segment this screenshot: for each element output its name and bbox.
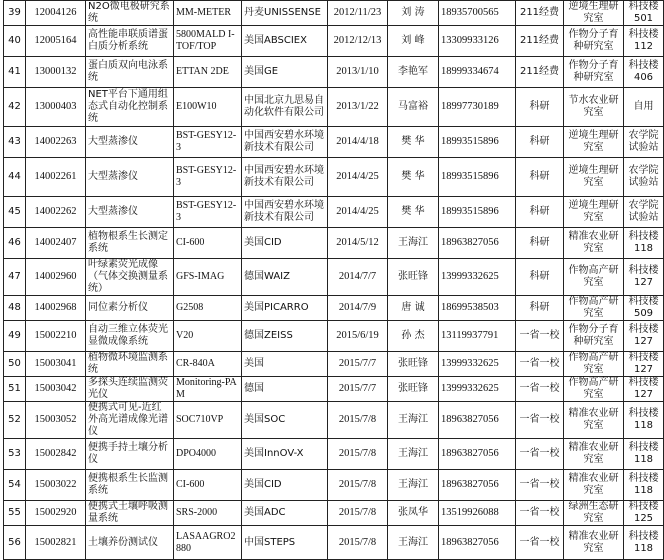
table-row bbox=[4, 197, 664, 228]
cell-fund: 211经费 bbox=[516, 26, 564, 57]
cell-no: 51 bbox=[4, 377, 26, 402]
cell-date: 2015/7/8 bbox=[328, 470, 388, 501]
cell-room: 精准农业研究室 bbox=[564, 526, 624, 560]
cell-loc: 农学院试验站 bbox=[624, 197, 664, 228]
table-row bbox=[4, 377, 664, 402]
cell-no: 49 bbox=[4, 321, 26, 352]
cell-no: 54 bbox=[4, 470, 26, 501]
cell-fund: 211经费 bbox=[516, 57, 564, 88]
cell-id: 13000132 bbox=[26, 57, 86, 88]
cell-date: 2013/1/22 bbox=[328, 88, 388, 127]
cell-loc: 科技楼118 bbox=[624, 470, 664, 501]
cell-maker: 美国 bbox=[242, 352, 328, 377]
table-row bbox=[4, 501, 664, 526]
cell-id: 15003052 bbox=[26, 402, 86, 439]
cell-maker: 中国西安碧水环境新技术有限公司 bbox=[242, 197, 328, 228]
cell-phone: 13999332625 bbox=[439, 259, 516, 296]
cell-fund: 一省一校 bbox=[516, 352, 564, 377]
cell-name: 蛋白质双向电泳系统 bbox=[86, 57, 174, 88]
cell-date: 2014/7/7 bbox=[328, 259, 388, 296]
table-row bbox=[4, 228, 664, 259]
cell-name: NET平台下通用组态式自动化控制系统 bbox=[86, 88, 174, 127]
cell-name: 大型蒸渗仪 bbox=[86, 158, 174, 197]
cell-model: BST-GESY12-3 bbox=[174, 158, 242, 197]
cell-name: 土壤养份测试仪 bbox=[86, 526, 174, 560]
cell-model: Monitoring-PAM bbox=[174, 377, 242, 402]
cell-maker: 中国西安碧水环境新技术有限公司 bbox=[242, 127, 328, 158]
cell-model: BST-GESY12-3 bbox=[174, 127, 242, 158]
cell-room: 作物高产研究室 bbox=[564, 377, 624, 402]
cell-id: 15003022 bbox=[26, 470, 86, 501]
cell-model: E100W10 bbox=[174, 88, 242, 127]
cell-loc: 科技楼127 bbox=[624, 259, 664, 296]
cell-room: 作物分子育种研究室 bbox=[564, 57, 624, 88]
cell-fund: 科研 bbox=[516, 197, 564, 228]
cell-phone: 18993515896 bbox=[439, 158, 516, 197]
cell-no: 50 bbox=[4, 352, 26, 377]
cell-fund: 一省一校 bbox=[516, 439, 564, 470]
cell-user: 王海江 bbox=[388, 439, 439, 470]
cell-date: 2015/7/8 bbox=[328, 501, 388, 526]
cell-model: LASAAGRO2880 bbox=[174, 526, 242, 560]
cell-fund: 一省一校 bbox=[516, 501, 564, 526]
cell-fund: 一省一校 bbox=[516, 377, 564, 402]
cell-no: 52 bbox=[4, 402, 26, 439]
cell-room: 作物高产研究室 bbox=[564, 259, 624, 296]
table-row bbox=[4, 158, 664, 197]
cell-id: 14002407 bbox=[26, 228, 86, 259]
cell-room: 逆境生理研究室 bbox=[564, 158, 624, 197]
cell-loc: 科技楼118 bbox=[624, 402, 664, 439]
cell-room: 作物高产研究室 bbox=[564, 352, 624, 377]
cell-name: 大型蒸渗仪 bbox=[86, 197, 174, 228]
cell-id: 15002821 bbox=[26, 526, 86, 560]
equipment-table bbox=[3, 0, 664, 560]
cell-user: 张旺锋 bbox=[388, 352, 439, 377]
cell-name: N2O微电极研究系统 bbox=[86, 1, 174, 26]
cell-date: 2014/4/25 bbox=[328, 197, 388, 228]
cell-model: V20 bbox=[174, 321, 242, 352]
cell-loc: 科技楼125 bbox=[624, 501, 664, 526]
cell-room: 绿洲生态研究室 bbox=[564, 501, 624, 526]
cell-loc: 科技楼118 bbox=[624, 439, 664, 470]
cell-id: 14002960 bbox=[26, 259, 86, 296]
table-row bbox=[4, 259, 664, 296]
cell-user: 王海江 bbox=[388, 402, 439, 439]
cell-id: 15002842 bbox=[26, 439, 86, 470]
cell-loc: 农学院试验站 bbox=[624, 127, 664, 158]
cell-model: DPO4000 bbox=[174, 439, 242, 470]
cell-fund: 科研 bbox=[516, 259, 564, 296]
cell-no: 56 bbox=[4, 526, 26, 560]
cell-user: 马富裕 bbox=[388, 88, 439, 127]
cell-phone: 18963827056 bbox=[439, 470, 516, 501]
cell-model: CI-600 bbox=[174, 228, 242, 259]
cell-date: 2014/5/12 bbox=[328, 228, 388, 259]
cell-model: MM-METER bbox=[174, 1, 242, 26]
cell-no: 55 bbox=[4, 501, 26, 526]
cell-loc: 科技楼112 bbox=[624, 26, 664, 57]
cell-phone: 18993515896 bbox=[439, 127, 516, 158]
cell-date: 2014/7/9 bbox=[328, 296, 388, 321]
cell-name: 便携式土壤呼吸测量系统 bbox=[86, 501, 174, 526]
cell-phone: 18997730189 bbox=[439, 88, 516, 127]
cell-id: 13000403 bbox=[26, 88, 86, 127]
cell-user: 王海江 bbox=[388, 228, 439, 259]
cell-user: 刘 涛 bbox=[388, 1, 439, 26]
cell-phone: 13999332625 bbox=[439, 352, 516, 377]
cell-user: 王海江 bbox=[388, 526, 439, 560]
cell-no: 41 bbox=[4, 57, 26, 88]
cell-no: 42 bbox=[4, 88, 26, 127]
cell-name: 多探头连续监测荧光仪 bbox=[86, 377, 174, 402]
table-row bbox=[4, 57, 664, 88]
cell-room: 精准农业研究室 bbox=[564, 228, 624, 259]
cell-user: 樊 华 bbox=[388, 158, 439, 197]
cell-phone: 13519926088 bbox=[439, 501, 516, 526]
cell-id: 12005164 bbox=[26, 26, 86, 57]
cell-name: 便携根系生长监测系统 bbox=[86, 470, 174, 501]
cell-maker: 美国GE bbox=[242, 57, 328, 88]
cell-loc: 科技楼118 bbox=[624, 526, 664, 560]
cell-model: SRS-2000 bbox=[174, 501, 242, 526]
table-row bbox=[4, 352, 664, 377]
cell-user: 刘 峰 bbox=[388, 26, 439, 57]
cell-maker: 美国ADC bbox=[242, 501, 328, 526]
cell-model: G2508 bbox=[174, 296, 242, 321]
cell-fund: 一省一校 bbox=[516, 402, 564, 439]
cell-room: 精准农业研究室 bbox=[564, 439, 624, 470]
cell-id: 15002920 bbox=[26, 501, 86, 526]
cell-loc: 科技楼509 bbox=[624, 296, 664, 321]
cell-phone: 13309933126 bbox=[439, 26, 516, 57]
cell-user: 樊 华 bbox=[388, 197, 439, 228]
cell-model: SOC710VP bbox=[174, 402, 242, 439]
cell-date: 2015/7/7 bbox=[328, 377, 388, 402]
cell-fund: 科研 bbox=[516, 296, 564, 321]
cell-loc: 自用 bbox=[624, 88, 664, 127]
cell-date: 2015/7/8 bbox=[328, 402, 388, 439]
cell-name: 便携式可见-近红外高光谱成像光谱仪 bbox=[86, 402, 174, 439]
cell-loc: 科技楼406 bbox=[624, 57, 664, 88]
cell-date: 2012/11/23 bbox=[328, 1, 388, 26]
cell-user: 孙 杰 bbox=[388, 321, 439, 352]
cell-fund: 科研 bbox=[516, 158, 564, 197]
table-row bbox=[4, 402, 664, 439]
cell-phone: 18935700565 bbox=[439, 1, 516, 26]
cell-id: 14002261 bbox=[26, 158, 86, 197]
cell-date: 2013/1/10 bbox=[328, 57, 388, 88]
table-row bbox=[4, 88, 664, 127]
cell-room: 作物分子育种研究室 bbox=[564, 26, 624, 57]
cell-date: 2015/6/19 bbox=[328, 321, 388, 352]
cell-user: 张旺锋 bbox=[388, 377, 439, 402]
table-row bbox=[4, 1, 664, 26]
cell-date: 2015/7/7 bbox=[328, 352, 388, 377]
cell-name: 叶绿素荧光成像（气体交换测量系统） bbox=[86, 259, 174, 296]
cell-maker: 美国PICARRO bbox=[242, 296, 328, 321]
cell-phone: 18993515896 bbox=[439, 197, 516, 228]
cell-name: 便携手持土壤分析仪 bbox=[86, 439, 174, 470]
table-row bbox=[4, 26, 664, 57]
cell-phone: 18963827056 bbox=[439, 402, 516, 439]
cell-phone: 13119937791 bbox=[439, 321, 516, 352]
cell-no: 40 bbox=[4, 26, 26, 57]
cell-date: 2014/4/18 bbox=[328, 127, 388, 158]
cell-fund: 一省一校 bbox=[516, 526, 564, 560]
table-row bbox=[4, 439, 664, 470]
cell-maker: 美国InnOV-X bbox=[242, 439, 328, 470]
cell-user: 张凤华 bbox=[388, 501, 439, 526]
cell-room: 作物高产研究室 bbox=[564, 296, 624, 321]
cell-date: 2012/12/13 bbox=[328, 26, 388, 57]
cell-date: 2015/7/8 bbox=[328, 439, 388, 470]
cell-id: 14002263 bbox=[26, 127, 86, 158]
cell-id: 14002968 bbox=[26, 296, 86, 321]
cell-model: BST-GESY12-3 bbox=[174, 197, 242, 228]
cell-user: 樊 华 bbox=[388, 127, 439, 158]
cell-user: 李艳军 bbox=[388, 57, 439, 88]
cell-maker: 德国 bbox=[242, 377, 328, 402]
cell-phone: 18963827056 bbox=[439, 439, 516, 470]
cell-no: 48 bbox=[4, 296, 26, 321]
cell-name: 植物根系生长测定系统 bbox=[86, 228, 174, 259]
cell-maker: 丹麦UNISSENSE bbox=[242, 1, 328, 26]
cell-fund: 科研 bbox=[516, 88, 564, 127]
cell-maker: 美国CID bbox=[242, 228, 328, 259]
cell-fund: 一省一校 bbox=[516, 470, 564, 501]
cell-loc: 科技楼118 bbox=[624, 228, 664, 259]
cell-room: 节水农业研究室 bbox=[564, 88, 624, 127]
cell-user: 王海江 bbox=[388, 470, 439, 501]
cell-loc: 科技楼501 bbox=[624, 1, 664, 26]
cell-phone: 13999332625 bbox=[439, 377, 516, 402]
cell-fund: 211经费 bbox=[516, 1, 564, 26]
cell-maker: 德国WAIZ bbox=[242, 259, 328, 296]
cell-name: 大型蒸渗仪 bbox=[86, 127, 174, 158]
cell-maker: 美国CID bbox=[242, 470, 328, 501]
cell-no: 39 bbox=[4, 1, 26, 26]
cell-id: 15002210 bbox=[26, 321, 86, 352]
cell-loc: 农学院试验站 bbox=[624, 158, 664, 197]
cell-phone: 18963827056 bbox=[439, 228, 516, 259]
cell-phone: 18999334674 bbox=[439, 57, 516, 88]
cell-maker: 中国北京九思易自动化软件有限公司 bbox=[242, 88, 328, 127]
cell-name: 自动三维立体荧光显微成像系统 bbox=[86, 321, 174, 352]
cell-model: CI-600 bbox=[174, 470, 242, 501]
cell-loc: 科技楼127 bbox=[624, 377, 664, 402]
cell-no: 44 bbox=[4, 158, 26, 197]
cell-no: 45 bbox=[4, 197, 26, 228]
cell-name: 同位素分析仪 bbox=[86, 296, 174, 321]
cell-room: 逆境生理研究室 bbox=[564, 127, 624, 158]
cell-model: CR-840A bbox=[174, 352, 242, 377]
cell-no: 53 bbox=[4, 439, 26, 470]
table-row bbox=[4, 127, 664, 158]
cell-room: 精准农业研究室 bbox=[564, 402, 624, 439]
cell-model: ETTAN 2DE bbox=[174, 57, 242, 88]
table-row bbox=[4, 296, 664, 321]
cell-id: 14002262 bbox=[26, 197, 86, 228]
cell-id: 15003041 bbox=[26, 352, 86, 377]
table-row bbox=[4, 470, 664, 501]
cell-fund: 科研 bbox=[516, 228, 564, 259]
cell-loc: 科技楼127 bbox=[624, 352, 664, 377]
cell-maker: 中国西安碧水环境新技术有限公司 bbox=[242, 158, 328, 197]
cell-fund: 科研 bbox=[516, 127, 564, 158]
cell-fund: 一省一校 bbox=[516, 321, 564, 352]
cell-room: 逆境生理研究室 bbox=[564, 1, 624, 26]
cell-user: 唐 诚 bbox=[388, 296, 439, 321]
cell-name: 植物微环境监测系统 bbox=[86, 352, 174, 377]
cell-maker: 德国ZEISS bbox=[242, 321, 328, 352]
cell-maker: 美国SOC bbox=[242, 402, 328, 439]
cell-no: 47 bbox=[4, 259, 26, 296]
cell-name: 高性能串联质谱蛋白质分析系统 bbox=[86, 26, 174, 57]
cell-room: 精准农业研究室 bbox=[564, 470, 624, 501]
cell-id: 12004126 bbox=[26, 1, 86, 26]
cell-model: GFS-IMAG bbox=[174, 259, 242, 296]
cell-no: 46 bbox=[4, 228, 26, 259]
cell-phone: 18699538503 bbox=[439, 296, 516, 321]
cell-maker: 中国STEPS bbox=[242, 526, 328, 560]
cell-room: 逆境生理研究室 bbox=[564, 197, 624, 228]
cell-loc: 科技楼127 bbox=[624, 321, 664, 352]
cell-user: 张旺锋 bbox=[388, 259, 439, 296]
cell-model: 5800MALD I-TOF/TOP bbox=[174, 26, 242, 57]
cell-date: 2015/7/8 bbox=[328, 526, 388, 560]
table-row bbox=[4, 526, 664, 560]
cell-id: 15003042 bbox=[26, 377, 86, 402]
cell-date: 2014/4/25 bbox=[328, 158, 388, 197]
cell-no: 43 bbox=[4, 127, 26, 158]
table-row bbox=[4, 321, 664, 352]
cell-room: 作物分子育种研究室 bbox=[564, 321, 624, 352]
cell-maker: 美国ABSCIEX bbox=[242, 26, 328, 57]
cell-phone: 18963827056 bbox=[439, 526, 516, 560]
